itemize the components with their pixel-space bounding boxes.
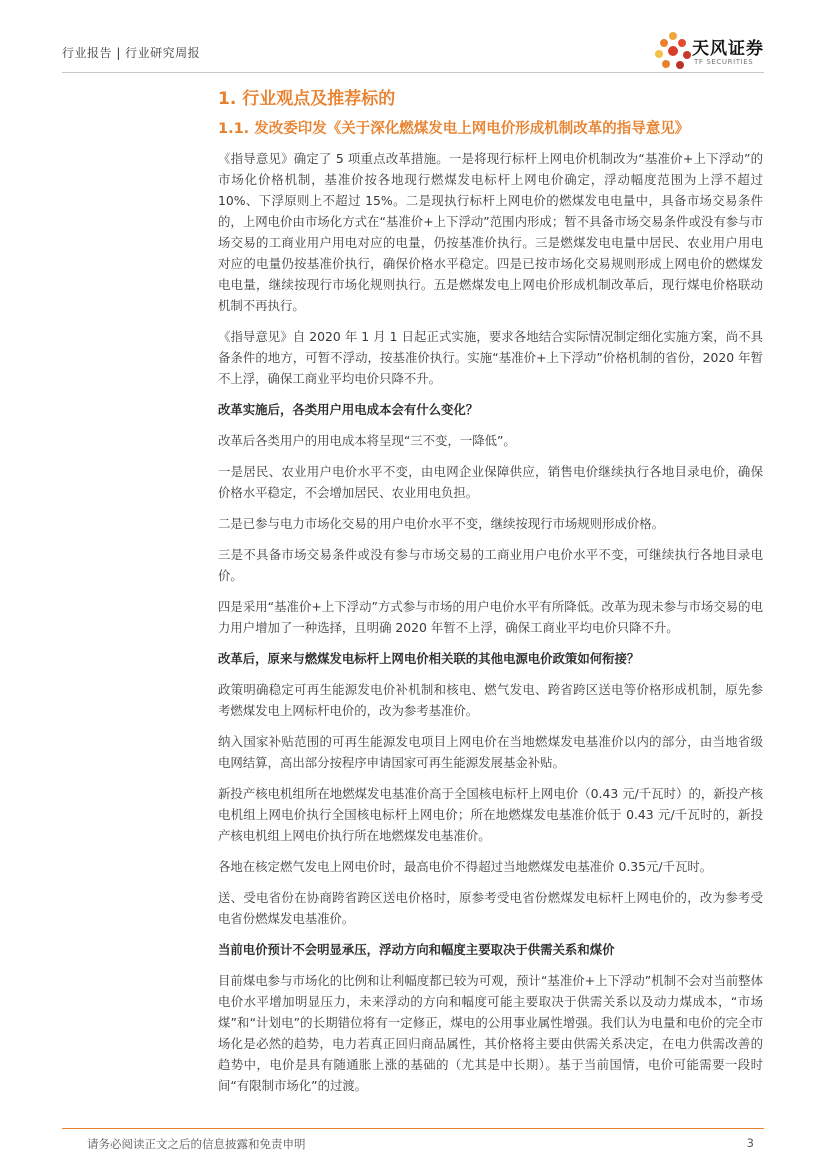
subsection-title: 1.1. 发改委印发《关于深化燃煤发电上网电价形成机制改革的指导意见》 bbox=[218, 121, 690, 137]
paragraph: 四是采用“基准价+上下浮动”方式参与市场的用户电价水平有所降低。改革为现未参与市场交易的电力用户增加了一种选择，且明确 2020 年暂不上浮，确保工商业平均电价只降不升。 bbox=[218, 599, 763, 635]
paragraph: 《指导意见》自 2020 年 1 月 1 日起正式实施，要求各地结合实际情况制定细化实施方案，尚不具备条件的地方，可暂不浮动，按基准价执行。实施“基准价+上下浮动”价格机制的省份，2020 年暂不上浮，确保工商业平均电价只降不升。 bbox=[218, 329, 763, 386]
question-heading: 当前电价预计不会明显承压，浮动方向和幅度主要取决于供需关系和煤价 bbox=[218, 942, 615, 957]
question-heading: 改革后，原来与燃煤发电标杆上网电价相关联的其他电源电价政策如何衔接？ bbox=[218, 651, 640, 666]
logo-name: 天风证券 bbox=[692, 39, 764, 59]
question-heading: 改革实施后，各类用户用电成本会有什么变化？ bbox=[218, 402, 479, 417]
paragraph: 二是已参与电力市场化交易的用户电价水平不变，继续按现行市场规则形成价格。 bbox=[218, 516, 665, 531]
footer-disclaimer: 请务必阅读正文之后的信息披露和免责申明 bbox=[87, 1137, 306, 1151]
page-number: 3 bbox=[746, 1136, 754, 1150]
paragraph: 《指导意见》确定了 5 项重点改革措施。一是将现行标杆上网电价机制改为“基准价+上下浮动”的市场化价格机制，基准价按各地现行燃煤发电标杆上网电价确定，浮动幅度范围为上浮不超过 10%、下浮原则上不超过 15%。二是现执行标杆上网电价的燃煤发电电量中，具备市场交易条件的，上网电价由市场化方式在“基准价+上下浮动”范围内形成；暂不具备市场交易条件或没有参与市场交易的工商业用户用电对应的电量，仍按基准价执行。三是燃煤发电电量中居民、农业用户用电对应的电量仍按基准价执行，确保价格水平稳定。四是已按市场化交易规则形成上网电价的燃煤发电电量，继续按现行市场化规则执行。五是燃煤发电上网电价形成机制改革后，现行煤电价格联动机制不再执行。 bbox=[218, 151, 763, 313]
breadcrumb: 行业报告 | 行业研究周报 bbox=[62, 46, 201, 60]
paragraph: 新投产核电机组所在地燃煤发电基准价高于全国核电标杆上网电价（0.43 元/千瓦时）的，新投产核电机组上网电价执行全国核电标杆上网电价；所在地燃煤发电基准价低于 0.43 元/千瓦时的，新投产核电机组上网电价执行所在地燃煤发电基准价。 bbox=[218, 786, 763, 843]
body-content bbox=[218, 148, 763, 1106]
logo-subtitle: TF SECURITIES bbox=[694, 58, 754, 66]
section-title: 1. 行业观点及推荐标的 bbox=[218, 89, 396, 109]
paragraph: 政策明确稳定可再生能源发电价补机制和核电、燃气发电、跨省跨区送电等价格形成机制，原先参考燃煤发电上网标杆电价的，改为参考基准价。 bbox=[218, 682, 763, 718]
paragraph: 送、受电省份在协商跨省跨区送电价格时，原参考受电省份燃煤发电标杆上网电价的，改为参考受电省份燃煤发电基准价。 bbox=[218, 890, 763, 926]
paragraph: 三是不具备市场交易条件或没有参与市场交易的工商业用户电价水平不变，可继续执行各地目录电价。 bbox=[218, 547, 763, 583]
footer-divider bbox=[62, 1128, 764, 1129]
paragraph: 一是居民、农业用户电价水平不变，由电网企业保障供应，销售电价继续执行各地目录电价，确保价格水平稳定，不会增加居民、农业用电负担。 bbox=[218, 464, 763, 500]
header-divider bbox=[62, 72, 764, 73]
paragraph: 目前煤电参与市场化的比例和让利幅度都已较为可观，预计“基准价+上下浮动”机制不会对当前整体电价水平增加明显压力，未来浮动的方向和幅度可能主要取决于供需关系以及动力煤成本，“市场煤”和“计划电”的长期错位将有一定修正，煤电的公用事业属性增强。我们认为电量和电价的完全市场化是必然的趋势，电力若真正回归商品属性，其价格将主要由供需关系决定，在电力供需改善的趋势中，电价是具有随通胀上涨的基础的（尤其是中长期）。基于当前国情，电价可能需要一段时间“有限制市场化”的过渡。 bbox=[218, 973, 763, 1093]
paragraph: 纳入国家补贴范围的可再生能源发电项目上网电价在当地燃煤发电基准价以内的部分，由当地省级电网结算，高出部分按程序申请国家可再生能源发展基金补贴。 bbox=[218, 734, 763, 770]
paragraph: 各地在核定燃气发电上网电价时，最高电价不得超过当地燃煤发电基准价 0.35元/千瓦时。 bbox=[218, 859, 713, 874]
paragraph: 改革后各类用户的用电成本将呈现“三不变，一降低”。 bbox=[218, 433, 516, 448]
